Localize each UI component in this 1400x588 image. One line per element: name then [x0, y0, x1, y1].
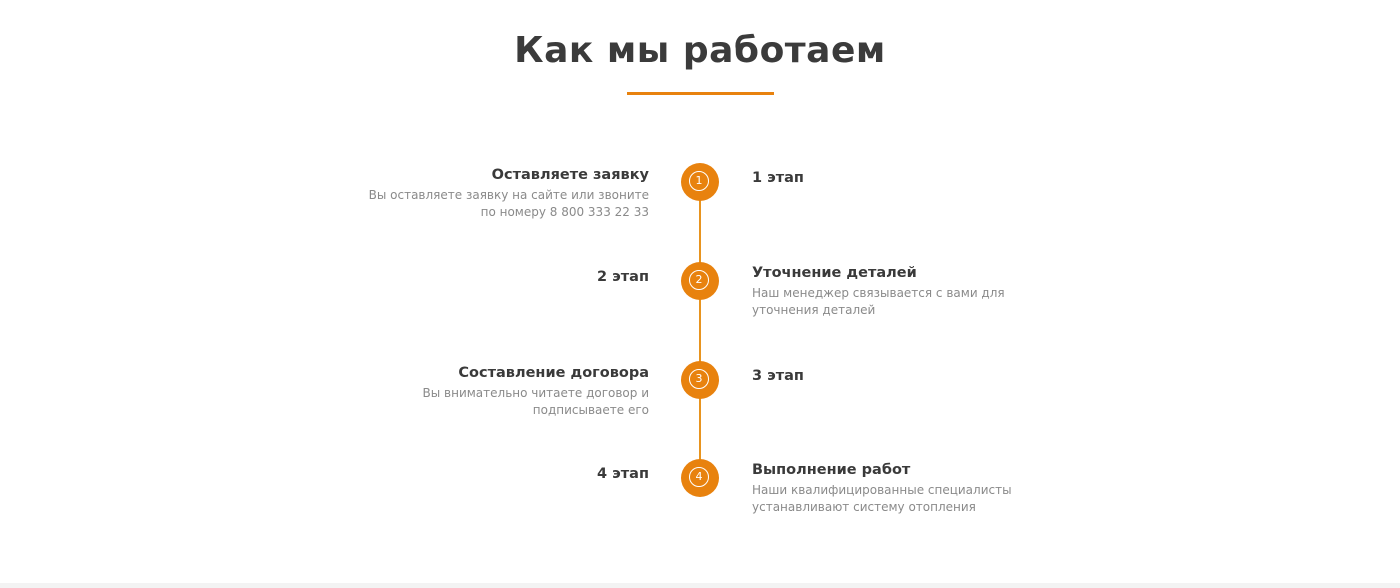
step-1-description: [349, 166, 649, 220]
bottom-divider: [0, 583, 1400, 588]
step-4-text-line2: устанавливают систему отопления: [752, 499, 976, 514]
step-4-stage-label: 4 этап: [597, 466, 649, 482]
step-2-heading: Уточнение деталей: [752, 265, 917, 281]
step-4-number-icon: 4: [689, 467, 709, 487]
step-2-stage-label: 2 этап: [597, 269, 649, 285]
step-3-heading: Составление договора: [458, 365, 649, 381]
step-2-text-line1: Наш менеджер связывается с вами для: [752, 286, 1005, 300]
step-3-stage: [752, 367, 1052, 385]
step-2-marker: [681, 262, 719, 300]
title-underline: [627, 92, 774, 95]
step-3-text-line1: Вы внимательно читаете договор и: [422, 386, 649, 400]
section-title: Как мы работаем: [514, 30, 886, 71]
step-2-number-icon: 2: [689, 270, 709, 290]
step-1-heading: Оставляете заявку: [491, 167, 649, 183]
step-1-text-line2: по номеру 8 800 333 22 33: [480, 204, 649, 219]
step-3-text-line2: подписываете его: [532, 402, 649, 417]
step-3-number-icon: 3: [689, 369, 709, 389]
timeline-line: [699, 200, 701, 478]
step-3-text: [349, 385, 649, 418]
step-1-marker: [681, 163, 719, 201]
step-1-number-icon: 1: [689, 171, 709, 191]
step-3-marker: [681, 361, 719, 399]
step-2-description: [752, 264, 1052, 318]
step-1-text-line1: Вы оставляете заявку на сайте или звоните: [368, 188, 649, 202]
step-2-stage: [349, 268, 649, 286]
step-1-stage-label: 1 этап: [752, 170, 804, 186]
step-3-description: [349, 364, 649, 418]
step-2-text: [752, 285, 1052, 318]
step-1-stage: [752, 169, 1052, 187]
step-4-marker: [681, 459, 719, 497]
step-2-text-line2: уточнения деталей: [752, 302, 876, 317]
step-4-text-line1: Наши квалифицированные специалисты: [752, 483, 1012, 497]
step-3-stage-label: 3 этап: [752, 368, 804, 384]
step-4-text: [752, 482, 1052, 515]
step-4-stage: [349, 465, 649, 483]
step-4-heading: Выполнение работ: [752, 462, 911, 478]
step-4-description: [752, 461, 1052, 515]
step-1-text: [349, 187, 649, 220]
